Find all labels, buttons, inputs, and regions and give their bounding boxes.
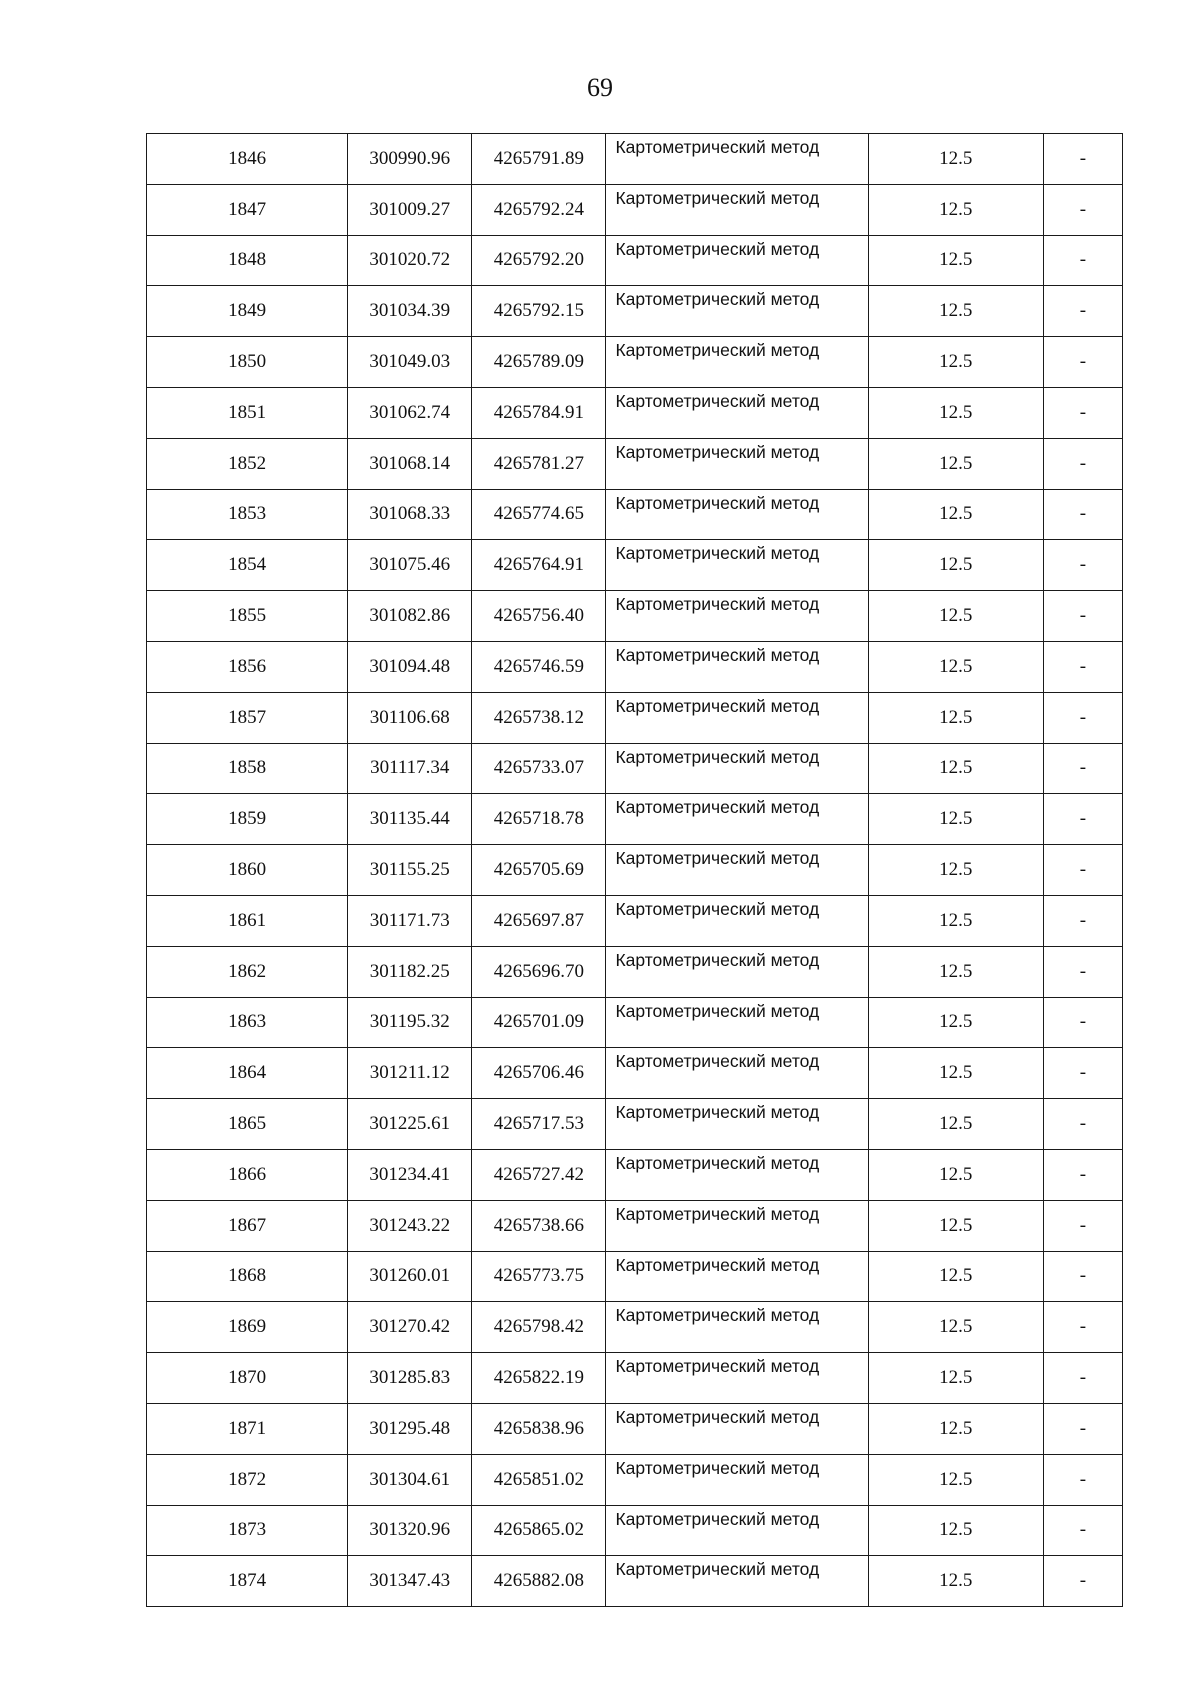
table-row	[147, 438, 1123, 489]
point-number-cell: 1854	[147, 540, 348, 591]
accuracy-cell: 12.5	[868, 845, 1043, 896]
x-coordinate-cell: 301075.46	[348, 540, 472, 591]
x-coordinate-cell: 301062.74	[348, 387, 472, 438]
accuracy-cell: 12.5	[868, 1302, 1043, 1353]
accuracy-cell: 12.5	[868, 134, 1043, 185]
note-cell: -	[1043, 134, 1122, 185]
point-number-cell: 1849	[147, 286, 348, 337]
point-number-cell: 1852	[147, 438, 348, 489]
method-cell: Картометрический метод	[606, 184, 868, 235]
y-coordinate-cell: 4265733.07	[472, 743, 606, 794]
x-coordinate-cell: 301320.96	[348, 1505, 472, 1556]
method-cell: Картометрический метод	[606, 1048, 868, 1099]
x-coordinate-cell: 301182.25	[348, 946, 472, 997]
y-coordinate-cell: 4265784.91	[472, 387, 606, 438]
accuracy-cell: 12.5	[868, 641, 1043, 692]
accuracy-cell: 12.5	[868, 1149, 1043, 1200]
x-coordinate-cell: 301034.39	[348, 286, 472, 337]
x-coordinate-cell: 301285.83	[348, 1353, 472, 1404]
accuracy-cell: 12.5	[868, 438, 1043, 489]
method-cell: Картометрический метод	[606, 591, 868, 642]
note-cell: -	[1043, 946, 1122, 997]
y-coordinate-cell: 4265882.08	[472, 1556, 606, 1607]
x-coordinate-cell: 301020.72	[348, 235, 472, 286]
note-cell: -	[1043, 387, 1122, 438]
page-number: 69	[587, 73, 613, 102]
y-coordinate-cell: 4265838.96	[472, 1403, 606, 1454]
y-coordinate-cell: 4265792.20	[472, 235, 606, 286]
method-cell: Картометрический метод	[606, 845, 868, 896]
accuracy-cell: 12.5	[868, 1099, 1043, 1150]
table-row	[147, 794, 1123, 845]
note-cell: -	[1043, 540, 1122, 591]
note-cell: -	[1043, 692, 1122, 743]
table-row	[147, 641, 1123, 692]
method-cell: Картометрический метод	[606, 540, 868, 591]
y-coordinate-cell: 4265781.27	[472, 438, 606, 489]
table-row	[147, 235, 1123, 286]
y-coordinate-cell: 4265705.69	[472, 845, 606, 896]
note-cell: -	[1043, 1251, 1122, 1302]
method-cell: Картометрический метод	[606, 1353, 868, 1404]
point-number-cell: 1872	[147, 1454, 348, 1505]
y-coordinate-cell: 4265717.53	[472, 1099, 606, 1150]
table-row	[147, 895, 1123, 946]
note-cell: -	[1043, 743, 1122, 794]
point-number-cell: 1873	[147, 1505, 348, 1556]
note-cell: -	[1043, 1302, 1122, 1353]
point-number-cell: 1863	[147, 997, 348, 1048]
x-coordinate-cell: 301295.48	[348, 1403, 472, 1454]
note-cell: -	[1043, 1403, 1122, 1454]
x-coordinate-cell: 301234.41	[348, 1149, 472, 1200]
y-coordinate-cell: 4265865.02	[472, 1505, 606, 1556]
note-cell: -	[1043, 641, 1122, 692]
x-coordinate-cell: 301106.68	[348, 692, 472, 743]
note-cell: -	[1043, 438, 1122, 489]
coordinates-table	[146, 133, 1123, 1607]
point-number-cell: 1867	[147, 1200, 348, 1251]
accuracy-cell: 12.5	[868, 692, 1043, 743]
method-cell: Картометрический метод	[606, 134, 868, 185]
point-number-cell: 1860	[147, 845, 348, 896]
method-cell: Картометрический метод	[606, 692, 868, 743]
table-row	[147, 337, 1123, 388]
table-row	[147, 387, 1123, 438]
accuracy-cell: 12.5	[868, 1454, 1043, 1505]
y-coordinate-cell: 4265756.40	[472, 591, 606, 642]
accuracy-cell: 12.5	[868, 235, 1043, 286]
y-coordinate-cell: 4265696.70	[472, 946, 606, 997]
x-coordinate-cell: 300990.96	[348, 134, 472, 185]
x-coordinate-cell: 301117.34	[348, 743, 472, 794]
table-row	[147, 1251, 1123, 1302]
point-number-cell: 1850	[147, 337, 348, 388]
point-number-cell: 1848	[147, 235, 348, 286]
y-coordinate-cell: 4265792.24	[472, 184, 606, 235]
table-row	[147, 1403, 1123, 1454]
method-cell: Картометрический метод	[606, 337, 868, 388]
table-row	[147, 1200, 1123, 1251]
accuracy-cell: 12.5	[868, 1048, 1043, 1099]
point-number-cell: 1855	[147, 591, 348, 642]
method-cell: Картометрический метод	[606, 438, 868, 489]
table-row	[147, 692, 1123, 743]
method-cell: Картометрический метод	[606, 1302, 868, 1353]
y-coordinate-cell: 4265822.19	[472, 1353, 606, 1404]
table-row	[147, 134, 1123, 185]
y-coordinate-cell: 4265701.09	[472, 997, 606, 1048]
y-coordinate-cell: 4265851.02	[472, 1454, 606, 1505]
note-cell: -	[1043, 845, 1122, 896]
point-number-cell: 1864	[147, 1048, 348, 1099]
y-coordinate-cell: 4265789.09	[472, 337, 606, 388]
method-cell: Картометрический метод	[606, 1556, 868, 1607]
y-coordinate-cell: 4265727.42	[472, 1149, 606, 1200]
method-cell: Картометрический метод	[606, 794, 868, 845]
y-coordinate-cell: 4265791.89	[472, 134, 606, 185]
coordinates-table-body	[147, 134, 1123, 1607]
point-number-cell: 1853	[147, 489, 348, 540]
point-number-cell: 1851	[147, 387, 348, 438]
method-cell: Картометрический метод	[606, 1099, 868, 1150]
accuracy-cell: 12.5	[868, 1505, 1043, 1556]
note-cell: -	[1043, 1149, 1122, 1200]
table-row	[147, 591, 1123, 642]
point-number-cell: 1874	[147, 1556, 348, 1607]
note-cell: -	[1043, 235, 1122, 286]
point-number-cell: 1868	[147, 1251, 348, 1302]
note-cell: -	[1043, 997, 1122, 1048]
table-row	[147, 1048, 1123, 1099]
x-coordinate-cell: 301049.03	[348, 337, 472, 388]
accuracy-cell: 12.5	[868, 997, 1043, 1048]
table-row	[147, 540, 1123, 591]
note-cell: -	[1043, 184, 1122, 235]
y-coordinate-cell: 4265706.46	[472, 1048, 606, 1099]
x-coordinate-cell: 301068.33	[348, 489, 472, 540]
note-cell: -	[1043, 1454, 1122, 1505]
table-row	[147, 946, 1123, 997]
accuracy-cell: 12.5	[868, 184, 1043, 235]
accuracy-cell: 12.5	[868, 489, 1043, 540]
note-cell: -	[1043, 895, 1122, 946]
point-number-cell: 1856	[147, 641, 348, 692]
method-cell: Картометрический метод	[606, 286, 868, 337]
accuracy-cell: 12.5	[868, 1353, 1043, 1404]
y-coordinate-cell: 4265764.91	[472, 540, 606, 591]
point-number-cell: 1847	[147, 184, 348, 235]
point-number-cell: 1865	[147, 1099, 348, 1150]
method-cell: Картометрический метод	[606, 895, 868, 946]
table-row	[147, 1149, 1123, 1200]
accuracy-cell: 12.5	[868, 895, 1043, 946]
y-coordinate-cell: 4265773.75	[472, 1251, 606, 1302]
note-cell: -	[1043, 337, 1122, 388]
table-row	[147, 743, 1123, 794]
note-cell: -	[1043, 1099, 1122, 1150]
method-cell: Картометрический метод	[606, 641, 868, 692]
x-coordinate-cell: 301135.44	[348, 794, 472, 845]
x-coordinate-cell: 301243.22	[348, 1200, 472, 1251]
x-coordinate-cell: 301260.01	[348, 1251, 472, 1302]
y-coordinate-cell: 4265697.87	[472, 895, 606, 946]
point-number-cell: 1869	[147, 1302, 348, 1353]
y-coordinate-cell: 4265718.78	[472, 794, 606, 845]
accuracy-cell: 12.5	[868, 743, 1043, 794]
x-coordinate-cell: 301347.43	[348, 1556, 472, 1607]
method-cell: Картометрический метод	[606, 489, 868, 540]
point-number-cell: 1871	[147, 1403, 348, 1454]
table-row	[147, 1353, 1123, 1404]
table-row	[147, 845, 1123, 896]
point-number-cell: 1858	[147, 743, 348, 794]
method-cell: Картометрический метод	[606, 235, 868, 286]
point-number-cell: 1862	[147, 946, 348, 997]
table-row	[147, 1302, 1123, 1353]
table-row	[147, 997, 1123, 1048]
note-cell: -	[1043, 1200, 1122, 1251]
y-coordinate-cell: 4265798.42	[472, 1302, 606, 1353]
point-number-cell: 1846	[147, 134, 348, 185]
accuracy-cell: 12.5	[868, 1403, 1043, 1454]
method-cell: Картометрический метод	[606, 743, 868, 794]
method-cell: Картометрический метод	[606, 1149, 868, 1200]
method-cell: Картометрический метод	[606, 946, 868, 997]
x-coordinate-cell: 301094.48	[348, 641, 472, 692]
accuracy-cell: 12.5	[868, 540, 1043, 591]
table-row	[147, 184, 1123, 235]
table-row	[147, 286, 1123, 337]
method-cell: Картометрический метод	[606, 1200, 868, 1251]
method-cell: Картометрический метод	[606, 1403, 868, 1454]
table-row	[147, 1556, 1123, 1607]
point-number-cell: 1861	[147, 895, 348, 946]
x-coordinate-cell: 301082.86	[348, 591, 472, 642]
accuracy-cell: 12.5	[868, 1251, 1043, 1302]
table-row	[147, 1505, 1123, 1556]
x-coordinate-cell: 301270.42	[348, 1302, 472, 1353]
x-coordinate-cell: 301304.61	[348, 1454, 472, 1505]
note-cell: -	[1043, 1556, 1122, 1607]
note-cell: -	[1043, 1505, 1122, 1556]
point-number-cell: 1870	[147, 1353, 348, 1404]
method-cell: Картометрический метод	[606, 1505, 868, 1556]
method-cell: Картометрический метод	[606, 387, 868, 438]
note-cell: -	[1043, 286, 1122, 337]
x-coordinate-cell: 301009.27	[348, 184, 472, 235]
x-coordinate-cell: 301155.25	[348, 845, 472, 896]
point-number-cell: 1857	[147, 692, 348, 743]
x-coordinate-cell: 301171.73	[348, 895, 472, 946]
point-number-cell: 1866	[147, 1149, 348, 1200]
table-row	[147, 1454, 1123, 1505]
accuracy-cell: 12.5	[868, 591, 1043, 642]
accuracy-cell: 12.5	[868, 794, 1043, 845]
note-cell: -	[1043, 489, 1122, 540]
note-cell: -	[1043, 591, 1122, 642]
accuracy-cell: 12.5	[868, 286, 1043, 337]
note-cell: -	[1043, 1353, 1122, 1404]
accuracy-cell: 12.5	[868, 337, 1043, 388]
accuracy-cell: 12.5	[868, 946, 1043, 997]
x-coordinate-cell: 301225.61	[348, 1099, 472, 1150]
method-cell: Картометрический метод	[606, 997, 868, 1048]
note-cell: -	[1043, 1048, 1122, 1099]
y-coordinate-cell: 4265792.15	[472, 286, 606, 337]
accuracy-cell: 12.5	[868, 1556, 1043, 1607]
method-cell: Картометрический метод	[606, 1251, 868, 1302]
x-coordinate-cell: 301195.32	[348, 997, 472, 1048]
method-cell: Картометрический метод	[606, 1454, 868, 1505]
table-row	[147, 1099, 1123, 1150]
note-cell: -	[1043, 794, 1122, 845]
x-coordinate-cell: 301068.14	[348, 438, 472, 489]
table-row	[147, 489, 1123, 540]
y-coordinate-cell: 4265774.65	[472, 489, 606, 540]
y-coordinate-cell: 4265738.66	[472, 1200, 606, 1251]
point-number-cell: 1859	[147, 794, 348, 845]
accuracy-cell: 12.5	[868, 387, 1043, 438]
accuracy-cell: 12.5	[868, 1200, 1043, 1251]
y-coordinate-cell: 4265738.12	[472, 692, 606, 743]
x-coordinate-cell: 301211.12	[348, 1048, 472, 1099]
y-coordinate-cell: 4265746.59	[472, 641, 606, 692]
